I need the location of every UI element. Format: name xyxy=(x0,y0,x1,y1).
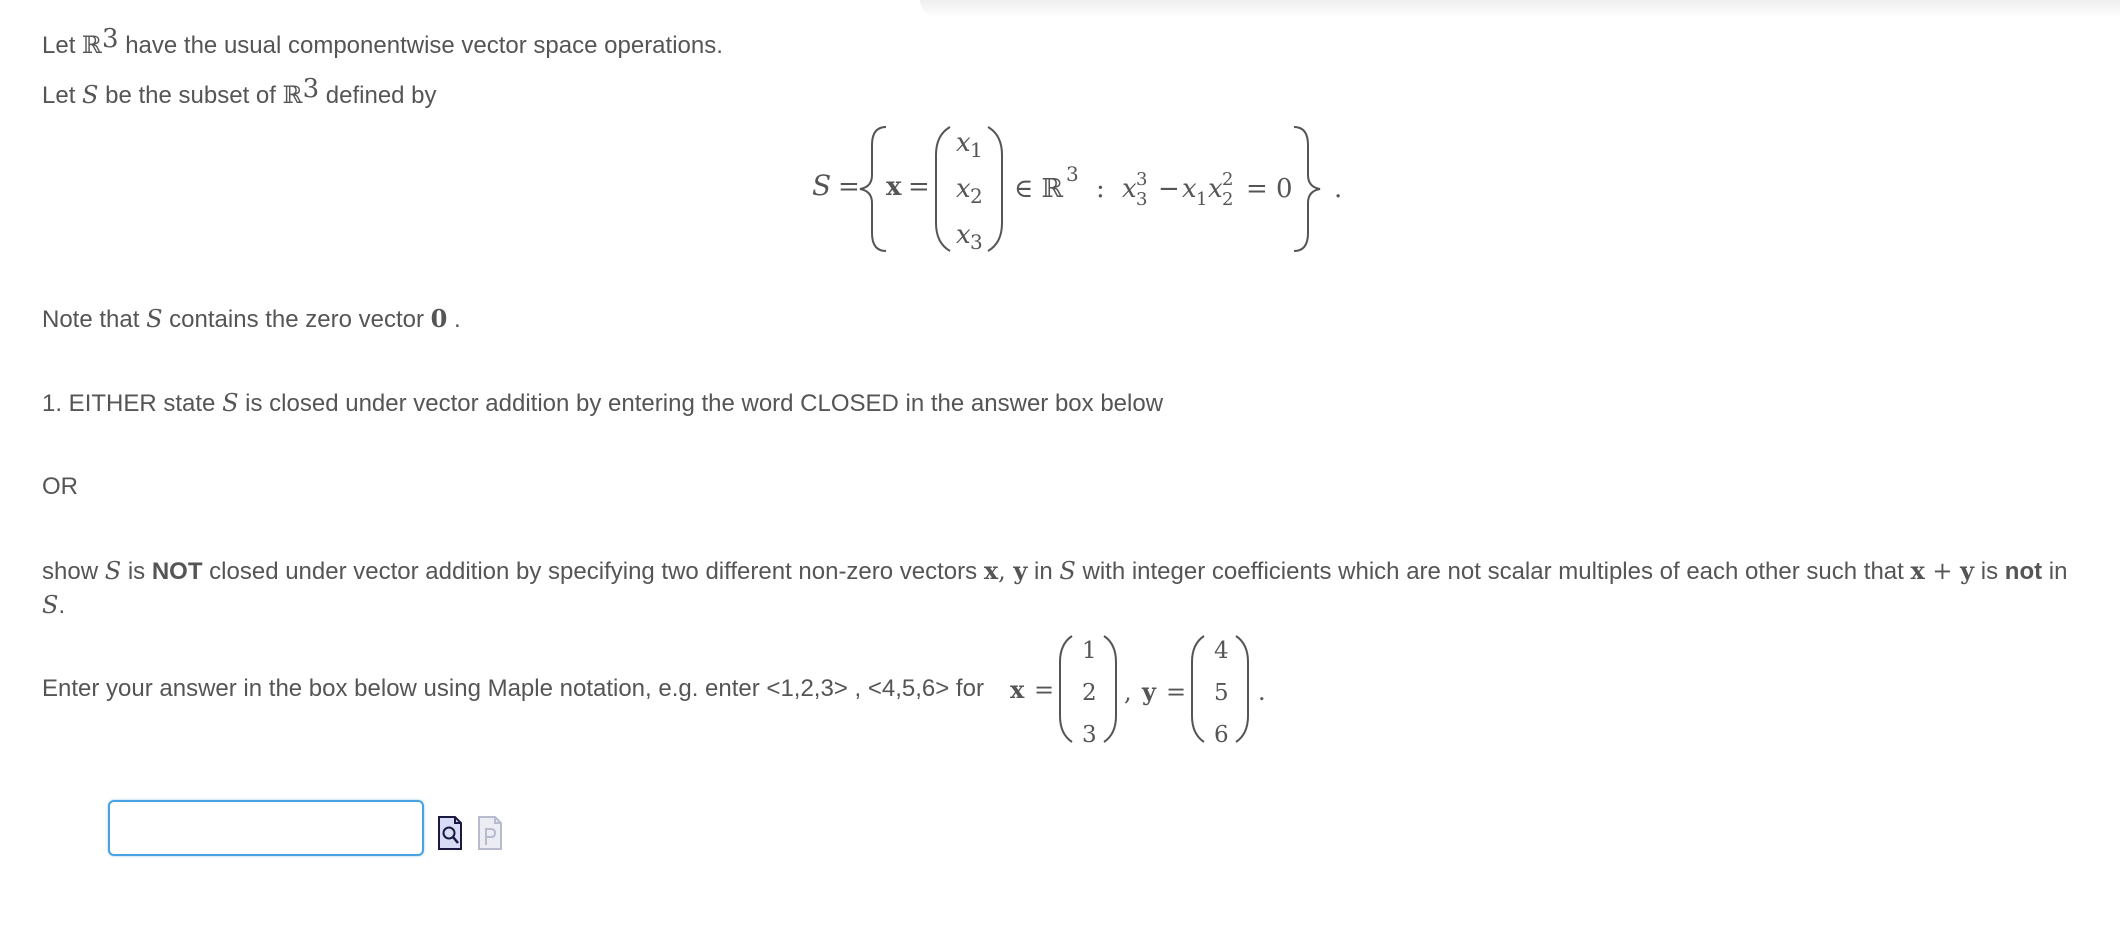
text: . xyxy=(447,306,461,333)
or-label: OR xyxy=(42,473,78,500)
top-shadow xyxy=(920,0,2120,18)
equals-zero: = 0 xyxy=(1246,174,1293,204)
text: contains the zero vector xyxy=(162,306,431,333)
example-line xyxy=(42,674,984,704)
note-line xyxy=(42,304,461,335)
text: be the subset of xyxy=(98,82,283,109)
element-of-reals: ∈ ℝ xyxy=(1014,174,1064,204)
period: . xyxy=(58,592,66,619)
vector-y: y xyxy=(1960,556,1975,585)
text: is xyxy=(121,558,152,585)
vector-x: x xyxy=(1010,675,1025,704)
component-x3: x xyxy=(956,220,971,250)
text: with integer coefficients which are not scalar multiples of each other such that xyxy=(1075,558,1911,585)
emphasis-not: not xyxy=(2004,558,2043,585)
text: 1. EITHER state xyxy=(42,390,223,417)
exponent: 3 xyxy=(302,74,320,104)
superscript: 3 xyxy=(1136,169,1148,190)
exponent: 3 xyxy=(1066,162,1079,186)
text: Note that xyxy=(42,306,147,333)
equals-sign: = xyxy=(838,172,860,202)
vector-y: y xyxy=(1142,677,1156,706)
comma: , xyxy=(998,557,1014,585)
intro-line-2 xyxy=(42,74,437,111)
comma: , xyxy=(1124,678,1132,706)
text: defined by xyxy=(319,82,437,109)
term-x3-cubed: x xyxy=(1122,174,1137,204)
text: is xyxy=(1974,558,2005,585)
left-brace xyxy=(860,127,886,251)
set-definition-equation xyxy=(800,115,1360,265)
right-brace xyxy=(1294,127,1320,251)
period: . xyxy=(1258,678,1266,706)
set-symbol: S xyxy=(104,557,122,585)
reals-symbol: ℝ xyxy=(82,31,102,59)
set-symbol: S xyxy=(1059,557,1076,585)
x-value-1: 1 xyxy=(1082,638,1097,664)
left-paren xyxy=(1060,636,1072,742)
x-value-2: 2 xyxy=(1082,680,1097,706)
text: Let xyxy=(42,32,83,59)
example-vectors xyxy=(1006,628,1276,750)
exponent: 3 xyxy=(101,24,119,54)
set-symbol: S xyxy=(222,389,239,417)
x-value-3: 3 xyxy=(1082,722,1097,748)
subscript: 1 xyxy=(970,138,983,162)
text: have the usual componentwise vector space operations. xyxy=(118,32,723,59)
left-paren xyxy=(936,127,950,251)
colon: : xyxy=(1096,174,1105,204)
plus-sign: + xyxy=(1924,557,1961,585)
y-value-3: 6 xyxy=(1214,722,1229,748)
answer-input[interactable] xyxy=(108,800,424,856)
set-symbol: S xyxy=(812,169,832,202)
y-value-1: 4 xyxy=(1214,638,1229,664)
question-1-line xyxy=(42,388,1163,419)
subscript: 2 xyxy=(1222,189,1234,210)
subscript: 3 xyxy=(970,230,983,254)
equals-sign: = xyxy=(908,172,930,202)
vector-x: x xyxy=(1910,556,1925,585)
preview-icon[interactable] xyxy=(436,815,464,851)
show-line-2 xyxy=(42,590,65,621)
emphasis-not: NOT xyxy=(151,558,203,585)
term-x2-squared: x xyxy=(1208,174,1223,204)
help-icon[interactable] xyxy=(476,815,504,851)
component-x1: x xyxy=(956,128,971,158)
period: . xyxy=(1334,174,1343,204)
term-x1: x xyxy=(1182,174,1197,204)
y-value-2: 5 xyxy=(1214,680,1229,706)
set-symbol: S xyxy=(82,81,99,109)
subscript: 2 xyxy=(970,184,983,208)
equals-sign: = xyxy=(1034,676,1055,704)
intro-line-1 xyxy=(42,24,723,61)
superscript: 2 xyxy=(1222,169,1234,190)
equals-sign: = xyxy=(1166,678,1187,706)
text: Enter your answer in the box below using Maple notation, e.g. enter <1,2,3> , <4,5,6> for xyxy=(42,675,984,702)
vector-x: x xyxy=(886,172,902,202)
text: is closed under vector addition by entering the word CLOSED in the answer box below xyxy=(238,390,1164,417)
vector-x: x xyxy=(983,556,999,585)
minus-sign: − xyxy=(1158,174,1180,204)
reals-symbol: ℝ xyxy=(282,81,303,109)
show-line xyxy=(42,556,2067,587)
set-symbol: S xyxy=(42,591,59,619)
vector-y: y xyxy=(1013,556,1028,585)
right-paren xyxy=(988,127,1002,251)
set-symbol: S xyxy=(146,305,163,333)
text: show xyxy=(42,558,105,585)
text: closed under vector addition by specifying two different non-zero vectors xyxy=(202,558,984,585)
right-paren xyxy=(1236,636,1248,742)
component-x2: x xyxy=(956,174,971,204)
text: in xyxy=(2042,558,2068,585)
subscript: 3 xyxy=(1136,189,1148,210)
subscript: 1 xyxy=(1196,189,1208,210)
text: in xyxy=(1027,558,1060,585)
text: Let xyxy=(42,82,83,109)
zero-vector: 0 xyxy=(430,304,448,333)
left-paren xyxy=(1192,636,1204,742)
right-paren xyxy=(1104,636,1116,742)
